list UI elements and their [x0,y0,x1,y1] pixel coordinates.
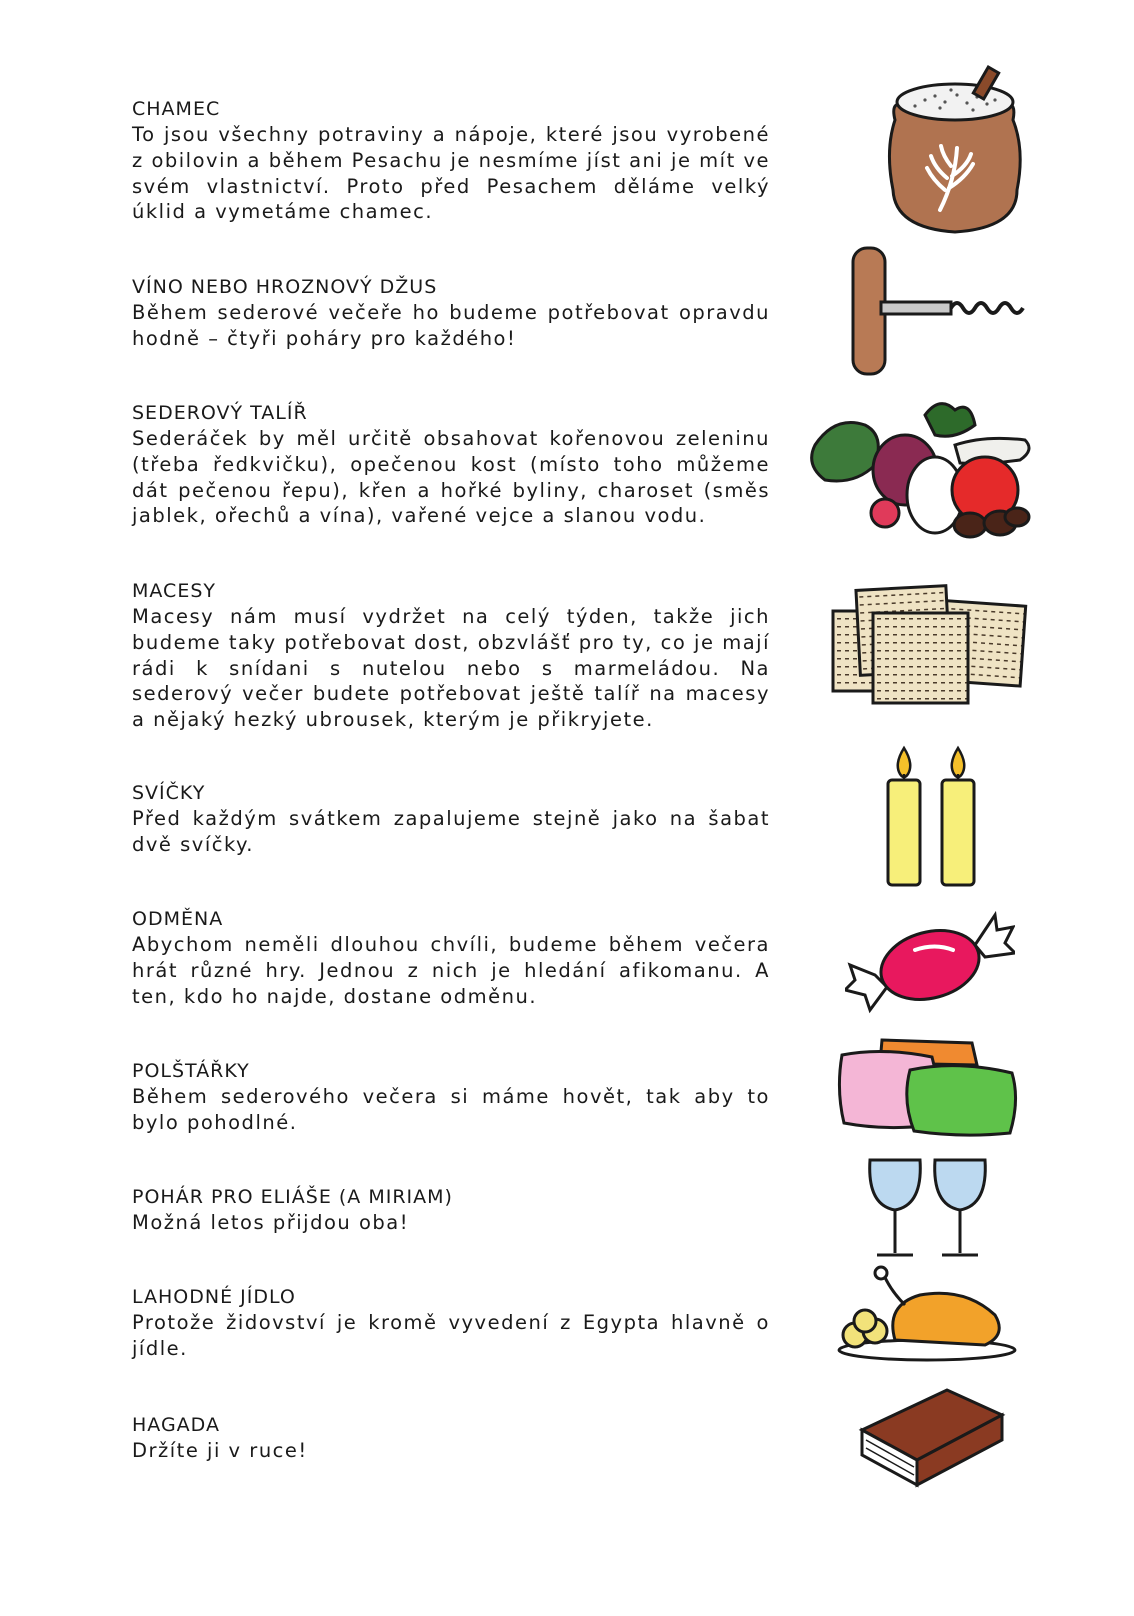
matzah-icon [828,583,1028,718]
item-text: Před každým svátkem zapalujeme stejně jako na šabat dvě svíčky. [132,807,770,856]
item-sederovy-talir [132,400,770,529]
item-title: POHÁR PRO ELIÁŠE (A MIRIAM) [132,1186,453,1208]
item-pohar [132,1184,770,1236]
candy-icon [845,905,1015,1015]
item-lahodne-jidlo [132,1284,770,1362]
item-hagada [132,1412,770,1464]
item-odmena [132,906,770,1009]
item-title: MACESY [132,580,216,602]
wine-glasses-icon [865,1155,995,1265]
item-text: Sederáček by měl určitě obsahovat kořenovou zeleninu (třeba ředkvičku), opečenou kost (místo toho můžeme dát pečenou řepu), křen a hořké byliny, charoset (směs jablek, ořechů a vína), vařené vejce a slanou vodu. [132,427,770,528]
item-title: ODMĚNA [132,908,224,930]
item-text: Abychom neměli dlouhou chvíli, budeme během večera hrát různé hry. Jednou z nich je hledání afikomanu. A ten, kdo ho najde, dostane odměnu. [132,933,770,1008]
vegetables-icon [805,395,1045,555]
item-text: Možná letos přijdou oba! [132,1211,410,1234]
item-text: Macesy nám musí vydržet na celý týden, takže jich budeme taky potřebovat dost, obzvlášť pro ty, co je mají rádi k snídani s nutelou nebo s marmeládou. Na sederový večer budete potřebovat ještě talíř na macesy a nějaký hezký ubrousek, kterým je přikryjete. [132,605,770,732]
item-macesy [132,578,770,733]
item-polstarky [132,1058,770,1136]
item-text: Během sederového večera si máme hovět, tak aby to bylo pohodlné. [132,1085,770,1134]
item-chamec [132,96,770,225]
corkscrew-icon [845,240,1035,380]
item-title: POLŠTÁŘKY [132,1060,250,1082]
item-text: To jsou všechny potraviny a nápoje, které jsou vyrobené z obilovin a během Pesachu je nesmíme jíst ani je mít ve svém vlastnictví. Proto před Pesachem děláme velký úklid a vymetáme chamec. [132,123,770,224]
candles-icon [880,740,990,890]
grain-sack-icon [885,60,1025,240]
book-icon [852,1385,1007,1495]
item-title: SVÍČKY [132,782,206,804]
item-title: SEDEROVÝ TALÍŘ [132,402,308,424]
item-title: LAHODNÉ JÍDLO [132,1286,296,1308]
item-text: Držíte ji v ruce! [132,1439,308,1462]
roast-chicken-icon [835,1265,1020,1365]
item-title: CHAMEC [132,98,221,120]
item-title: HAGADA [132,1414,220,1436]
item-vino [132,274,770,352]
item-text: Protože židovství je kromě vyvedení z Egypta hlavně o jídle. [132,1311,770,1360]
item-svicky [132,780,770,858]
pillows-icon [832,1035,1022,1140]
item-text: Během sederové večeře ho budeme potřebovat opravdu hodně – čtyři poháry pro každého! [132,301,770,350]
item-title: VÍNO NEBO HROZNOVÝ DŽUS [132,276,438,298]
